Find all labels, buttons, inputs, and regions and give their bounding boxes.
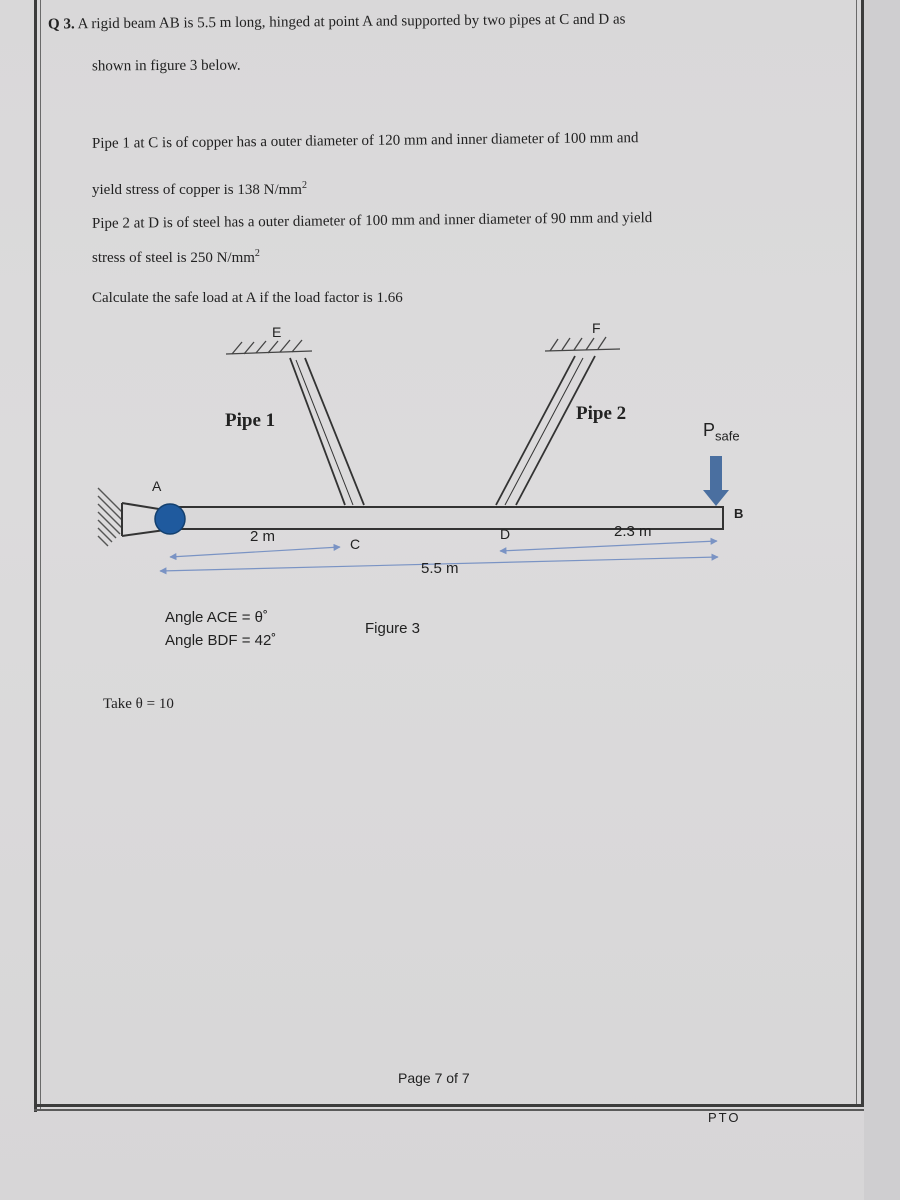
angle-bdf: Angle BDF = 42˚	[165, 632, 277, 649]
page-number: Page 7 of 7	[398, 1070, 470, 1086]
label-safe: safe	[715, 428, 740, 444]
pipe2-line-1: Pipe 2 at D is of steel has a outer diameter of 100 mm and inner diameter of 90 mm and yield	[91, 210, 653, 232]
pipe1-line-1: Pipe 1 at C is of copper has a outer diameter of 120 mm and inner diameter of 100 mm and	[91, 130, 639, 152]
label-2-3m: 2.3 m	[614, 523, 652, 540]
label-p-safe	[703, 420, 740, 444]
superscript: 2	[301, 180, 307, 191]
angle-ace: Angle ACE = θ˚	[165, 609, 268, 626]
superscript: 2	[254, 248, 260, 259]
support-e	[226, 340, 312, 354]
label-pipe-1: Pipe 1	[225, 410, 276, 431]
load-arrow	[703, 456, 729, 506]
take-theta-note: Take θ = 10	[103, 696, 174, 712]
question-line-2: shown in figure 3 below.	[91, 57, 241, 75]
pipe-2-shape	[496, 356, 595, 505]
pto-label: PTO	[708, 1110, 741, 1125]
label-f: F	[592, 320, 601, 336]
question-text-1: A rigid beam AB is 5.5 m long, hinged at point A and supported by two pipes at C and D as	[77, 11, 626, 33]
label-2m: 2 m	[250, 528, 276, 545]
label-5-5m: 5.5 m	[421, 560, 459, 577]
label-p: P	[703, 420, 716, 440]
wall-a	[98, 488, 122, 546]
pipe2-line-2-text: stress of steel is 250 N/mm	[92, 250, 255, 266]
label-e: E	[272, 324, 282, 340]
support-f	[545, 337, 620, 351]
question-number: Q 3.	[47, 16, 75, 33]
label-c: C	[350, 536, 361, 552]
label-a: A	[152, 478, 162, 494]
pipe1-line-2-text: yield stress of copper is 138 N/mm	[92, 182, 302, 198]
dim-line-2-3m	[500, 541, 717, 551]
label-b: B	[734, 506, 744, 521]
label-pipe-2: Pipe 2	[576, 403, 627, 424]
label-d: D	[500, 526, 511, 542]
hinge-a	[155, 504, 185, 534]
pipe-1-shape	[290, 358, 364, 505]
dim-line-2m	[170, 547, 340, 557]
task-text: Calculate the safe load at A if the load factor is 1.66	[92, 290, 403, 306]
figure-caption: Figure 3	[365, 620, 421, 637]
